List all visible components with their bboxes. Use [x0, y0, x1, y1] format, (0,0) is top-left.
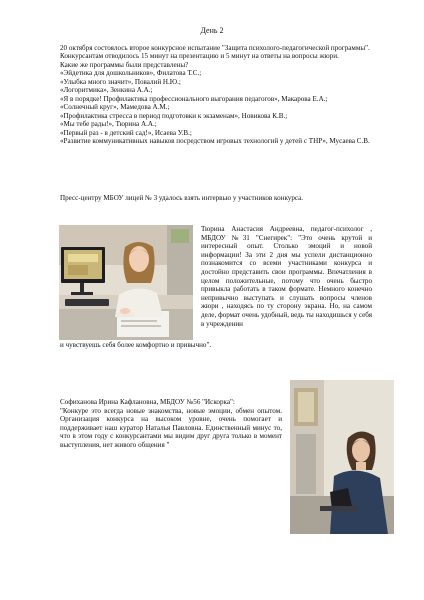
interview-1-text: Тюрина Анастасия Андреевна, педагог-психолог , МБДОУ №31 "Снегирек": "Это очень крутой и интересный опыт. Столько эмоций и новой информации! За эти 2 дня мы успели дистанционно познакомится со всеми участниками конкурса и достойно представить свои программы. Впечатления в целом положительные, потому что очень быстро привыкла работать в таком формате. Немного конечно непривычно выступать и слушать вопросы членов жюри , находясь по ту сторону экрана. Но, на самом деле, формат очень удобный, ведь ты находишься у себя в учреждении: [201, 225, 372, 328]
participant-photo-1: [59, 225, 193, 340]
program-item: «Солнечный круг», Мамедова А.М.;: [60, 103, 170, 112]
intro-paragraph: 20 октября состоялось второе конкурсное испытание "Защита психолого-педагогической программы". Конкурсантам отводилось 15 минут на презентацию и 5 минут на ответы на вопросы жюри.: [60, 44, 370, 61]
interview-2-heading: Софиханова Ирина Кафлановна, МБДОУ №56 "Искорка":: [60, 398, 235, 406]
interview-2-text: "Конкуре это всегда новые знакомства, новые эмоции, обмен опытом. Организация конкурса на высоком уровне, очень помогает и поддерживает наш куратор Наталья Павловна. Единственный минус то, что в этом году с конкурсантами мы видим друг друга только в момент выступления, нет живого общения ": [60, 406, 282, 449]
press-center-note: Пресс-центру МБОУ лицей № 3 удалось взять интервью у участников конкурса.: [60, 194, 304, 202]
intro-section: [60, 44, 372, 145]
program-item: «Развитие коммуникативных навыков посредством игровых технологий у детей с ТНР», Мусаева С.В.: [60, 136, 370, 145]
program-item: «Я в порядке! Профилактика профессионального выгорания педагогов», Макарова Е.А.;: [60, 94, 328, 103]
program-item: «Профилактика стресса в период подготовки к экзаменам», Новикова К.В.;: [60, 111, 288, 120]
day-title: День 2: [200, 26, 224, 35]
participant-photo-2: [290, 380, 394, 534]
programs-list: [60, 69, 372, 145]
program-item: «Логоритмика», Зенкина А.А.;: [60, 86, 153, 95]
program-item: «Первый раз - в детский сад!», Исаева У.В.;: [60, 128, 192, 137]
programs-heading: Какие же программы были представлены?: [60, 60, 189, 69]
program-item: «Мы тебе рады!», Тюрина А.А.;: [60, 120, 157, 129]
interview-1-text-end: и чувствуешь себя более комфортно и привычно".: [60, 341, 212, 349]
program-item: «Улыбка много значит», Повалий Н.Ю.;: [60, 77, 181, 86]
program-item: «Эйдетика для дошкольников», Филатова Т.С.;: [60, 69, 202, 78]
interview-2: [60, 398, 282, 450]
